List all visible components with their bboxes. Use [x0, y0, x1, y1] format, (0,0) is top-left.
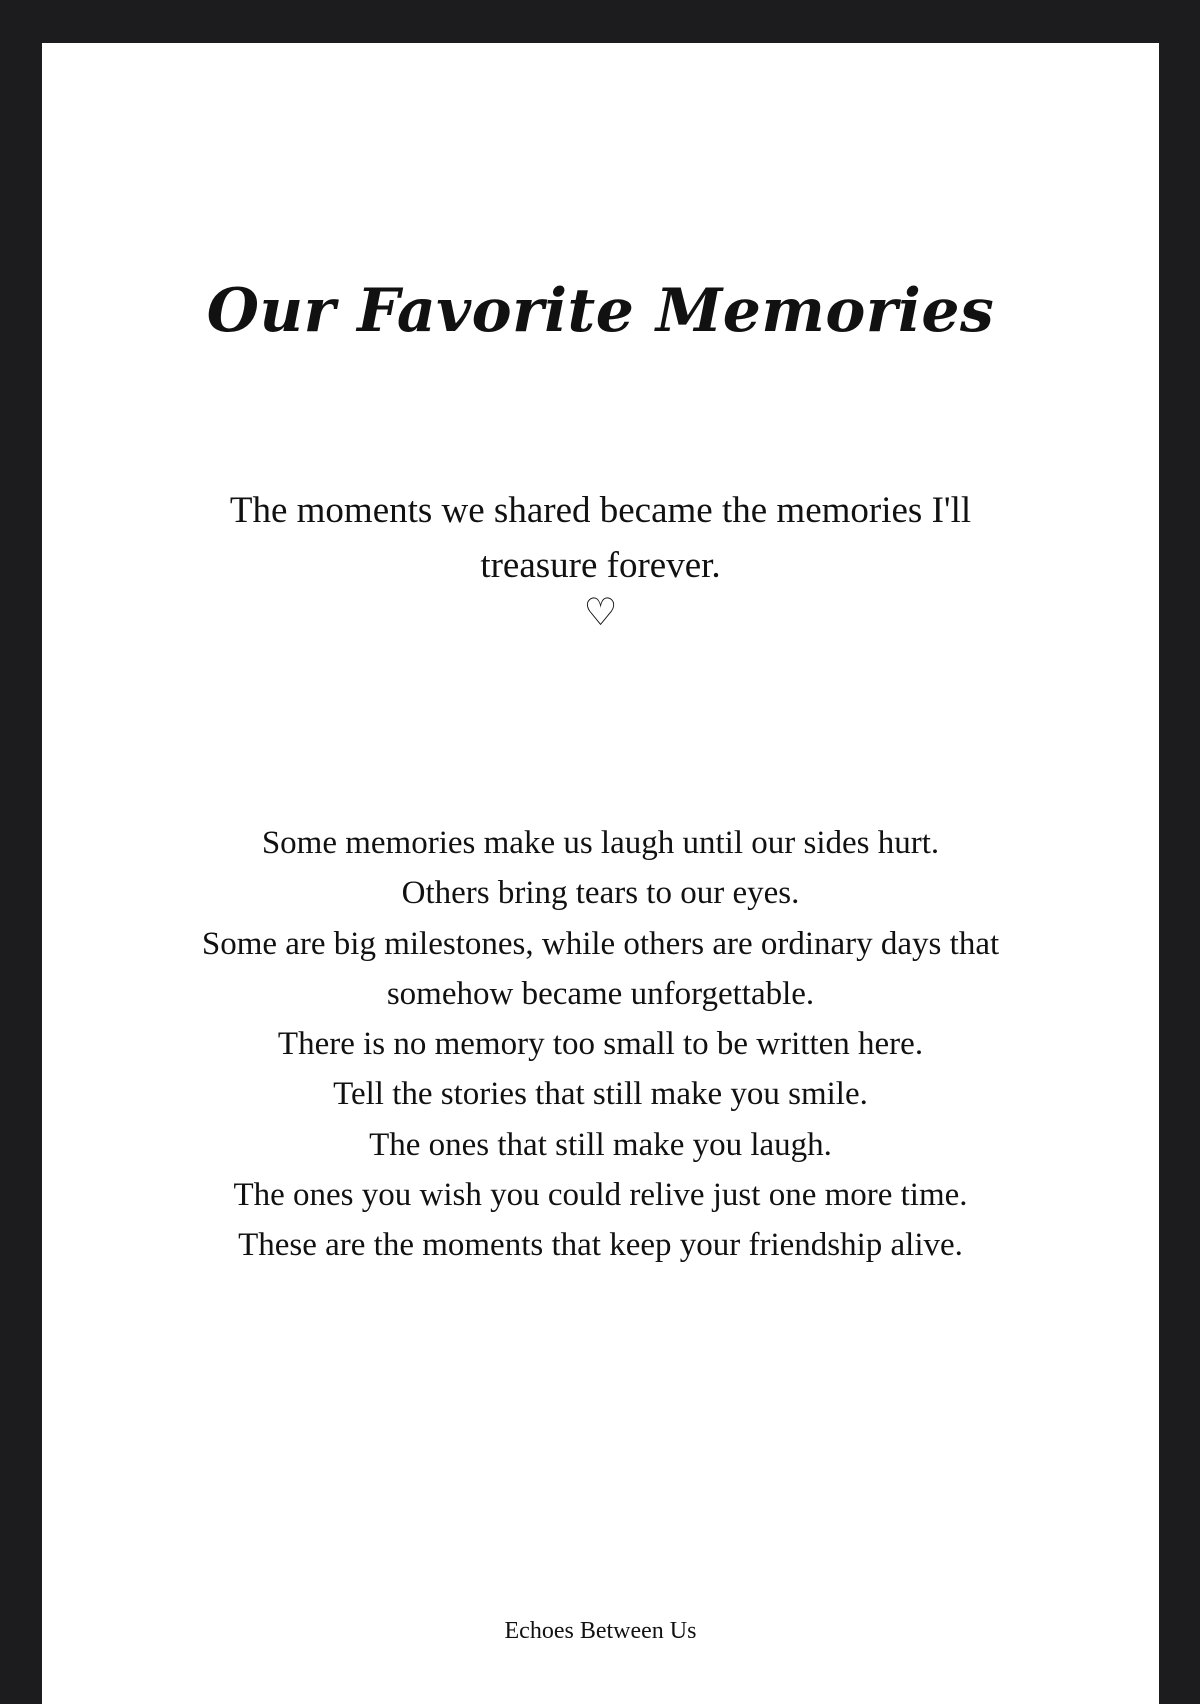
body-line: Some are big milestones, while others are ordinary days that somehow became unforgettable. [201, 925, 1000, 1012]
body-line: These are the moments that keep your friendship alive. [238, 1227, 963, 1264]
body-line: The ones that still make you laugh. [369, 1126, 832, 1163]
body-line: There is no memory too small to be written here. [277, 1026, 924, 1063]
body-line: Some memories make us laugh until our sides hurt. [261, 825, 940, 861]
footer-brand: Echoes Between Us [504, 1618, 697, 1644]
body-paragraph [162, 818, 1039, 1271]
subtitle: The moments we shared became the memories I'll treasure forever. [229, 490, 972, 586]
body-line: Others bring tears to our eyes. [401, 875, 800, 912]
body-line: The ones you wish you could relive just one more time. [233, 1177, 968, 1214]
document-page [42, 43, 1159, 1704]
body-line: Tell the stories that still make you smile. [333, 1076, 868, 1113]
page-title: Our Favorite Memories [206, 276, 995, 346]
heart-icon: ♡ [583, 590, 618, 634]
